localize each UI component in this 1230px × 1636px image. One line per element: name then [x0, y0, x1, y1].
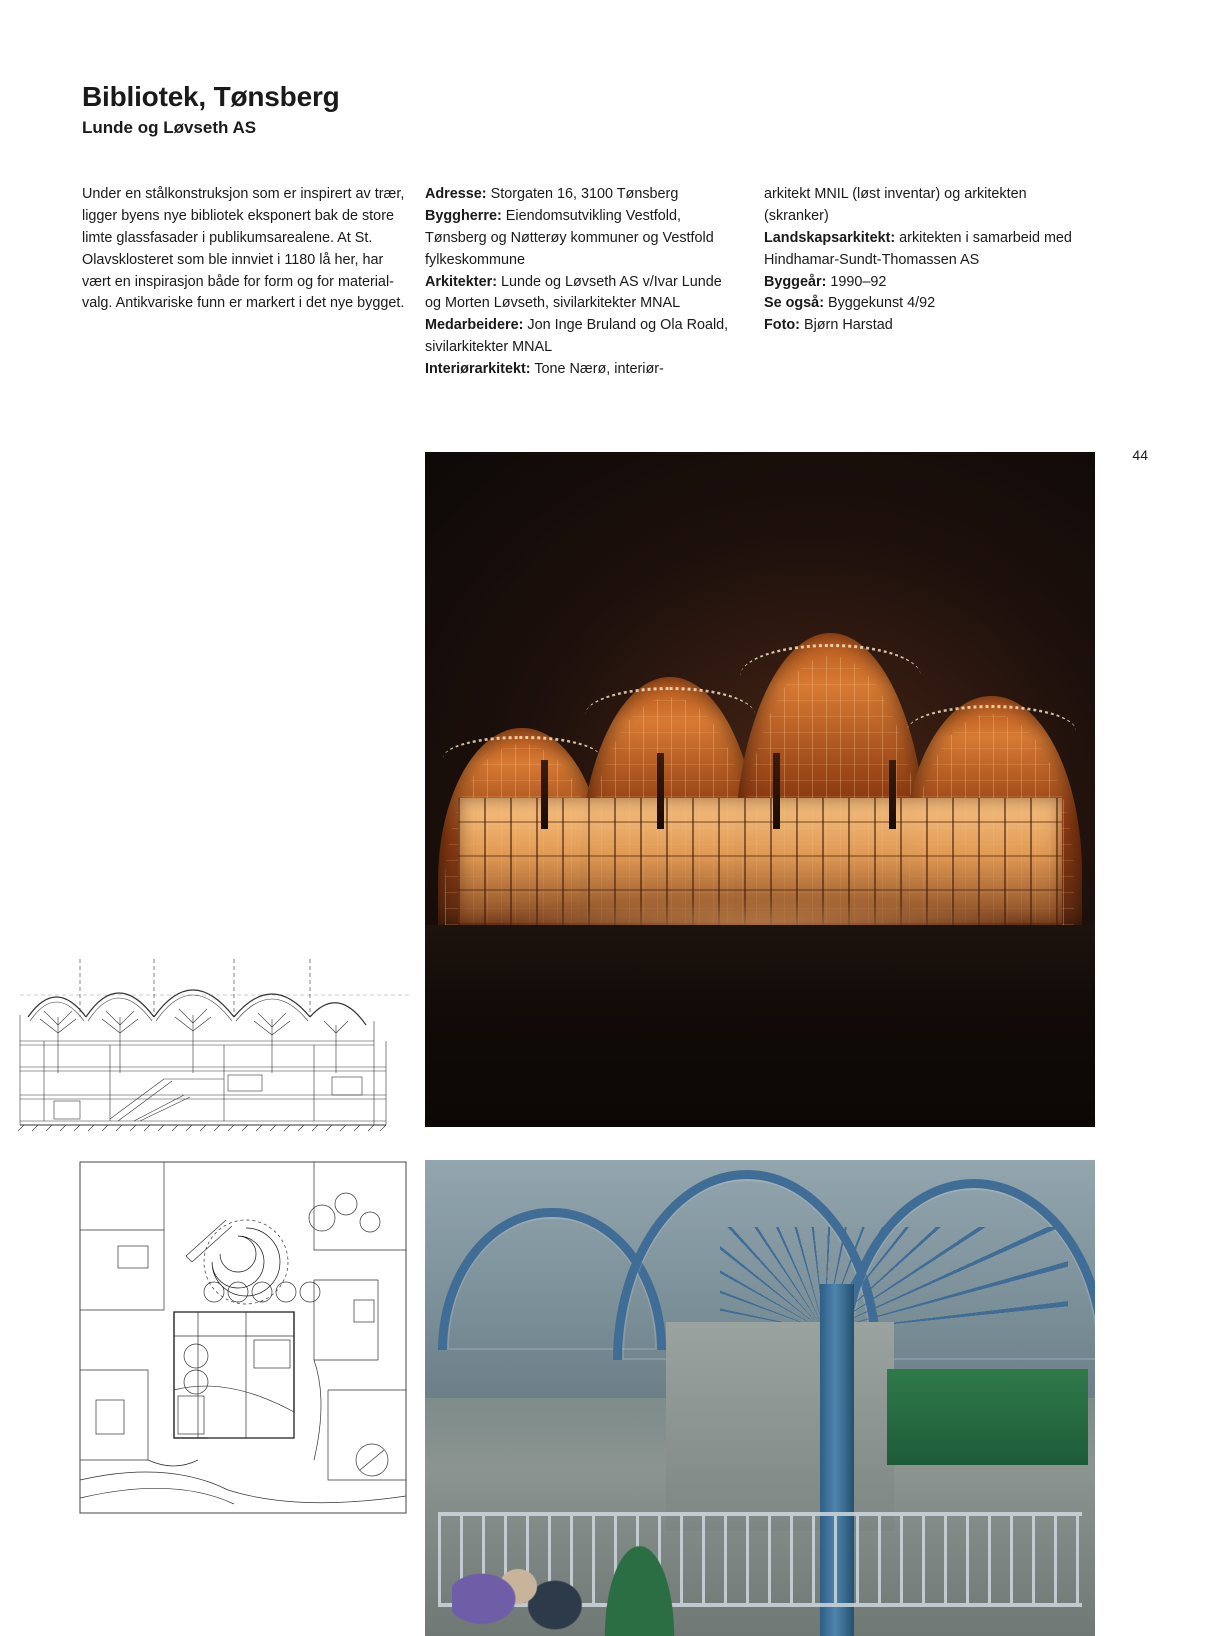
facade-column: [773, 753, 780, 829]
fact-value: Bjørn Harstad: [803, 317, 893, 334]
fact-value: Tone Nærø, interiør-: [534, 361, 664, 378]
fact-value: Eiendomsutvikling Vestfold, Tønsberg og Nøtterøy kommuner og Vestfold fylkeskommune: [425, 207, 714, 268]
page-title: Bibliotek, Tønsberg: [82, 81, 340, 112]
fact-se-ogsa: [764, 293, 1094, 315]
fact-value: Lunde og Løvseth AS v/Ivar Lunde og Morten Løvseth, sivilarkitekter MNAL: [425, 273, 722, 312]
fact-value: Jon Inge Bruland og Ola Roald, sivilarkitekter MNAL: [425, 317, 729, 356]
facade-column: [889, 760, 896, 830]
fact-adresse: [425, 184, 737, 206]
fact-label: Se også:: [764, 295, 824, 312]
facade-column: [657, 753, 664, 829]
fact-interiorarkitekt-continued: [764, 184, 1094, 228]
fact-label: Medarbeidere:: [425, 317, 524, 334]
plan-svg: [78, 1160, 408, 1515]
fact-value: Storgaten 16, 3100 Tønsberg: [490, 186, 679, 202]
fact-label: Byggherre:: [425, 207, 502, 224]
fact-landskapsarkitekt: [764, 228, 1094, 272]
visitors: [452, 1512, 599, 1636]
building-section-drawing: [14, 955, 414, 1140]
fact-medarbeidere: [425, 315, 737, 359]
facade-column: [541, 760, 548, 830]
foreground-ground: [425, 925, 1095, 1128]
fact-label: Byggeår:: [764, 273, 827, 290]
indoor-plant: [599, 1531, 679, 1636]
fact-interiorarkitekt: [425, 359, 737, 381]
fact-label: Adresse:: [425, 186, 487, 202]
bookshelf-area: [887, 1369, 1088, 1464]
fact-byggear: [764, 272, 1094, 294]
fact-label: Foto:: [764, 317, 800, 334]
fact-label: Interiørarkitekt:: [425, 361, 531, 378]
concrete-wall: [666, 1322, 894, 1531]
fact-arkitekter: [425, 272, 737, 316]
section-svg: [14, 955, 414, 1140]
interior-atrium-photograph: [425, 1160, 1095, 1636]
fact-label: Landskapsarkitekt:: [764, 229, 896, 246]
page-number: 44: [1132, 447, 1148, 463]
fact-value: Byggekunst 4/92: [827, 295, 936, 312]
fact-byggherre: [425, 206, 737, 272]
night-exterior-photograph: [425, 452, 1095, 1127]
title-block: [82, 82, 782, 137]
fact-value: arkitekt MNIL (løst inventar) og arkitekten (skranker): [764, 186, 1027, 224]
intro-paragraph: Under en stålkonstruksjon som er inspirert av trær, ligger byens nye bibliotek eksponert bak de store limte glassfasader i publikumsarealene. At St. Olavsklosteret som ble innviet i 1180 lå her, har vært en inspirasjon både for form og for materialvalg. Antikvariske funn er markert i det nye bygget.: [82, 186, 405, 312]
page-subtitle: Lunde og Løvseth AS: [82, 117, 257, 137]
tree-column-branches: [720, 1227, 1068, 1332]
fact-value: 1990–92: [830, 273, 887, 290]
fact-foto: [764, 315, 1094, 337]
facts-column-three: [764, 184, 1094, 337]
site-plan-drawing: [78, 1160, 408, 1515]
fact-value: arkitekten i samarbeid med Hindhamar-Sundt-Thomassen AS: [764, 229, 1072, 268]
library-building: [438, 607, 1081, 924]
intro-text-column: [82, 184, 412, 315]
facts-column-two: [425, 184, 737, 381]
fact-label: Arkitekter:: [425, 273, 497, 290]
